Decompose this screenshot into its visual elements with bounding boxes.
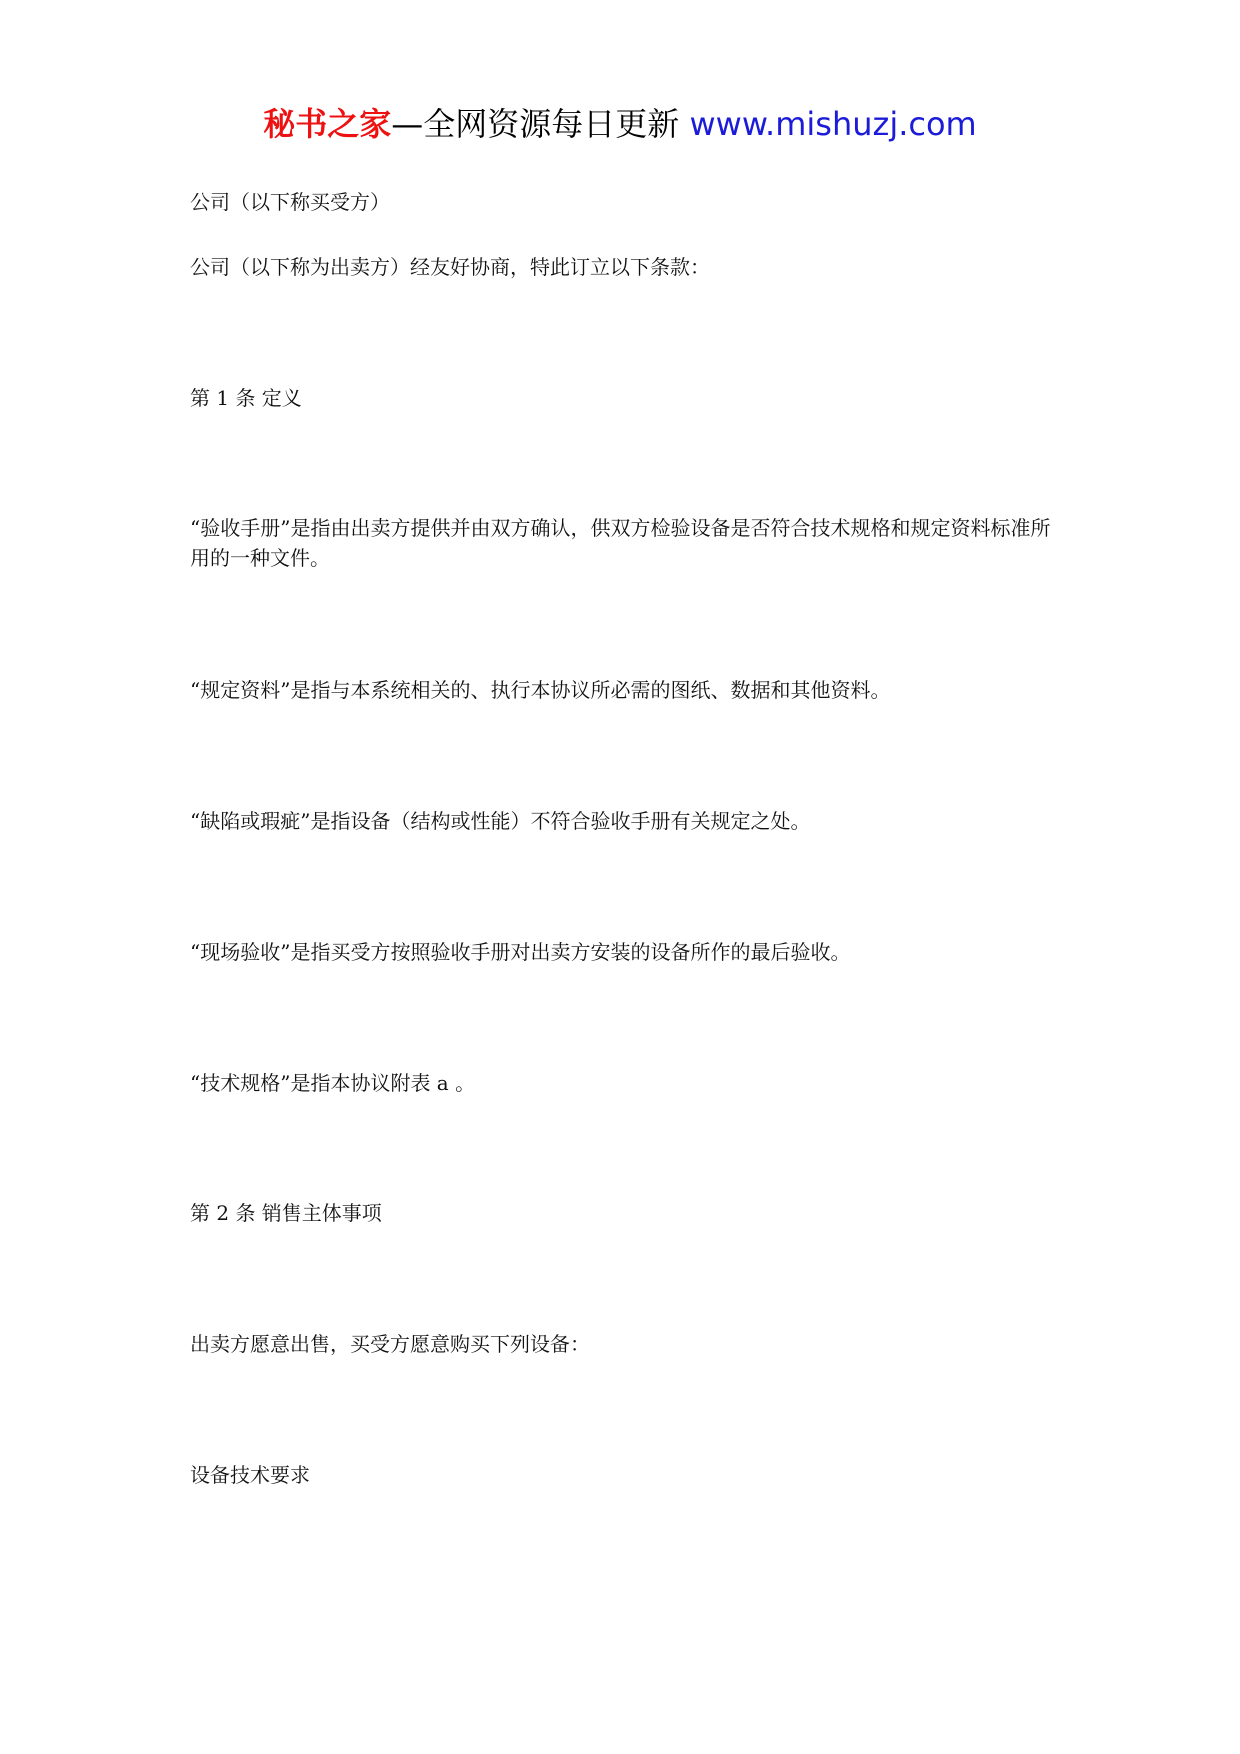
definition-specified-materials: “规定资料”是指与本系统相关的、执行本协议所必需的图纸、数据和其他资料。 xyxy=(190,678,891,702)
buyer-line: 公司（以下称买受方） xyxy=(190,190,390,214)
seller-line: 公司（以下称为出卖方）经友好协商，特此订立以下条款： xyxy=(190,255,710,279)
definition-acceptance-manual: “验收手册”是指由出卖方提供并由双方确认，供双方检验设备是否符合技术规格和规定资料标准所用的一种文件。 xyxy=(190,516,1051,570)
sale-statement: 出卖方愿意出售，买受方愿意购买下列设备： xyxy=(190,1332,590,1356)
site-header xyxy=(0,100,1240,148)
equipment-requirements-heading: 设备技术要求 xyxy=(190,1463,310,1487)
brand-name: 秘书之家 xyxy=(263,105,392,143)
article-1-heading: 第 1 条 定义 xyxy=(190,386,302,410)
definition-site-acceptance: “现场验收”是指买受方按照验收手册对出卖方安装的设备所作的最后验收。 xyxy=(190,940,851,964)
article-2-heading: 第 2 条 销售主体事项 xyxy=(190,1201,382,1225)
definition-defect: “缺陷或瑕疵”是指设备（结构或性能）不符合验收手册有关规定之处。 xyxy=(190,809,811,833)
header-tagline: —全网资源每日更新 xyxy=(391,105,690,143)
site-url-link[interactable]: www.mishuzj.com xyxy=(689,105,977,143)
definition-tech-spec: “技术规格”是指本协议附表 a 。 xyxy=(190,1071,476,1095)
